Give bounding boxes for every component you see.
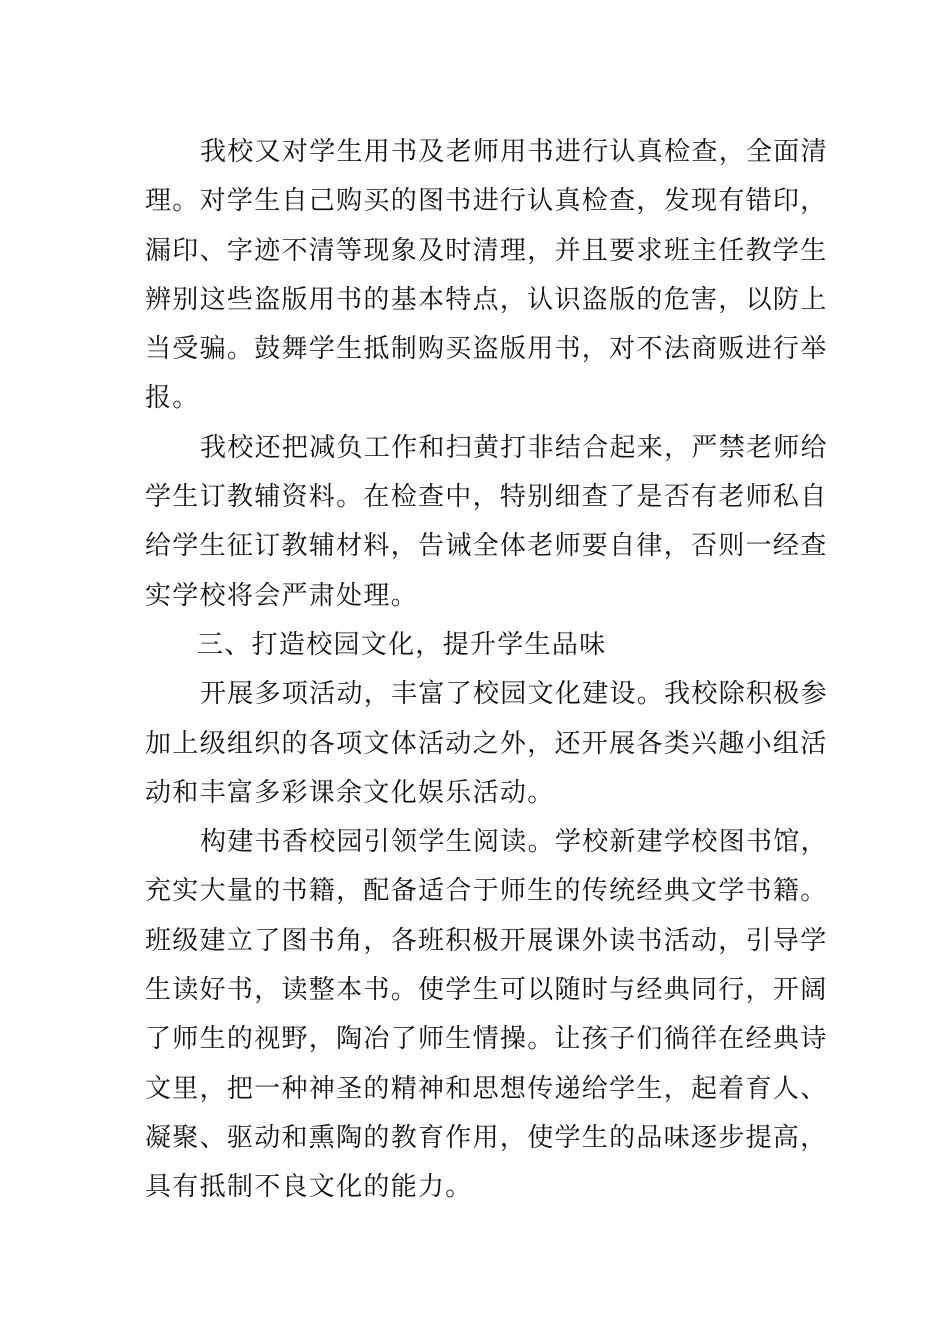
text-line: 给学生征订教辅材料，告诫全体老师要自律，否则一经查: [145, 531, 828, 562]
paragraph-activities: [145, 670, 828, 818]
text-line: 具有抵制不良文化的能力。: [145, 1172, 473, 1203]
text-line: 动和丰富多彩课余文化娱乐活动。: [145, 777, 555, 808]
text-line: 了师生的视野，陶冶了师生情操。让孩子们徜徉在经典诗: [145, 1024, 828, 1055]
text-line: 辨别这些盗版用书的基本特点，认识盗版的危害，以防上: [145, 284, 828, 315]
text-line: 构建书香校园引领学生阅读。学校新建学校图书馆，: [200, 827, 828, 858]
text-line: 生读好书，读整本书。使学生可以随时与经典同行，开阔: [145, 975, 828, 1006]
text-line: 理。对学生自己购买的图书进行认真检查，发现有错印，: [145, 186, 828, 217]
document-body: [145, 128, 828, 1213]
text-line: 开展多项活动，丰富了校园文化建设。我校除积极参: [200, 679, 828, 710]
text-line: 我校还把减负工作和扫黄打非结合起来，严禁老师给: [200, 432, 828, 463]
text-line: 漏印、字迹不清等现象及时清理，并且要求班主任教学生: [145, 235, 828, 266]
text-line: 学生订教辅资料。在检查中，特别细查了是否有老师私自: [145, 482, 828, 513]
text-line: 当受骗。鼓舞学生抵制购买盗版用书，对不法商贩进行举: [145, 334, 828, 365]
text-line: 文里，把一种神圣的精神和思想传递给学生，起着育人、: [145, 1073, 828, 1104]
text-line: 加上级组织的各项文体活动之外，还开展各类兴趣小组活: [145, 728, 828, 759]
paragraph-reading-campus: [145, 818, 828, 1212]
text-line: 凝聚、驱动和熏陶的教育作用，使学生的品味逐步提高，: [145, 1122, 828, 1153]
paragraph-burden-reduction: [145, 424, 828, 621]
text-line: 实学校将会严肃处理。: [145, 580, 419, 611]
text-line: 我校又对学生用书及老师用书进行认真检查，全面清: [200, 137, 828, 167]
text-line: 报。: [145, 383, 200, 414]
text-line: 班级建立了图书角，各班积极开展课外读书活动，引导学: [145, 925, 828, 956]
paragraph-book-inspection: [145, 128, 828, 424]
section-heading: 三、打造校园文化，提升学生品味: [197, 629, 607, 660]
text-line: 充实大量的书籍，配备适合于师生的传统经典文学书籍。: [145, 876, 828, 907]
